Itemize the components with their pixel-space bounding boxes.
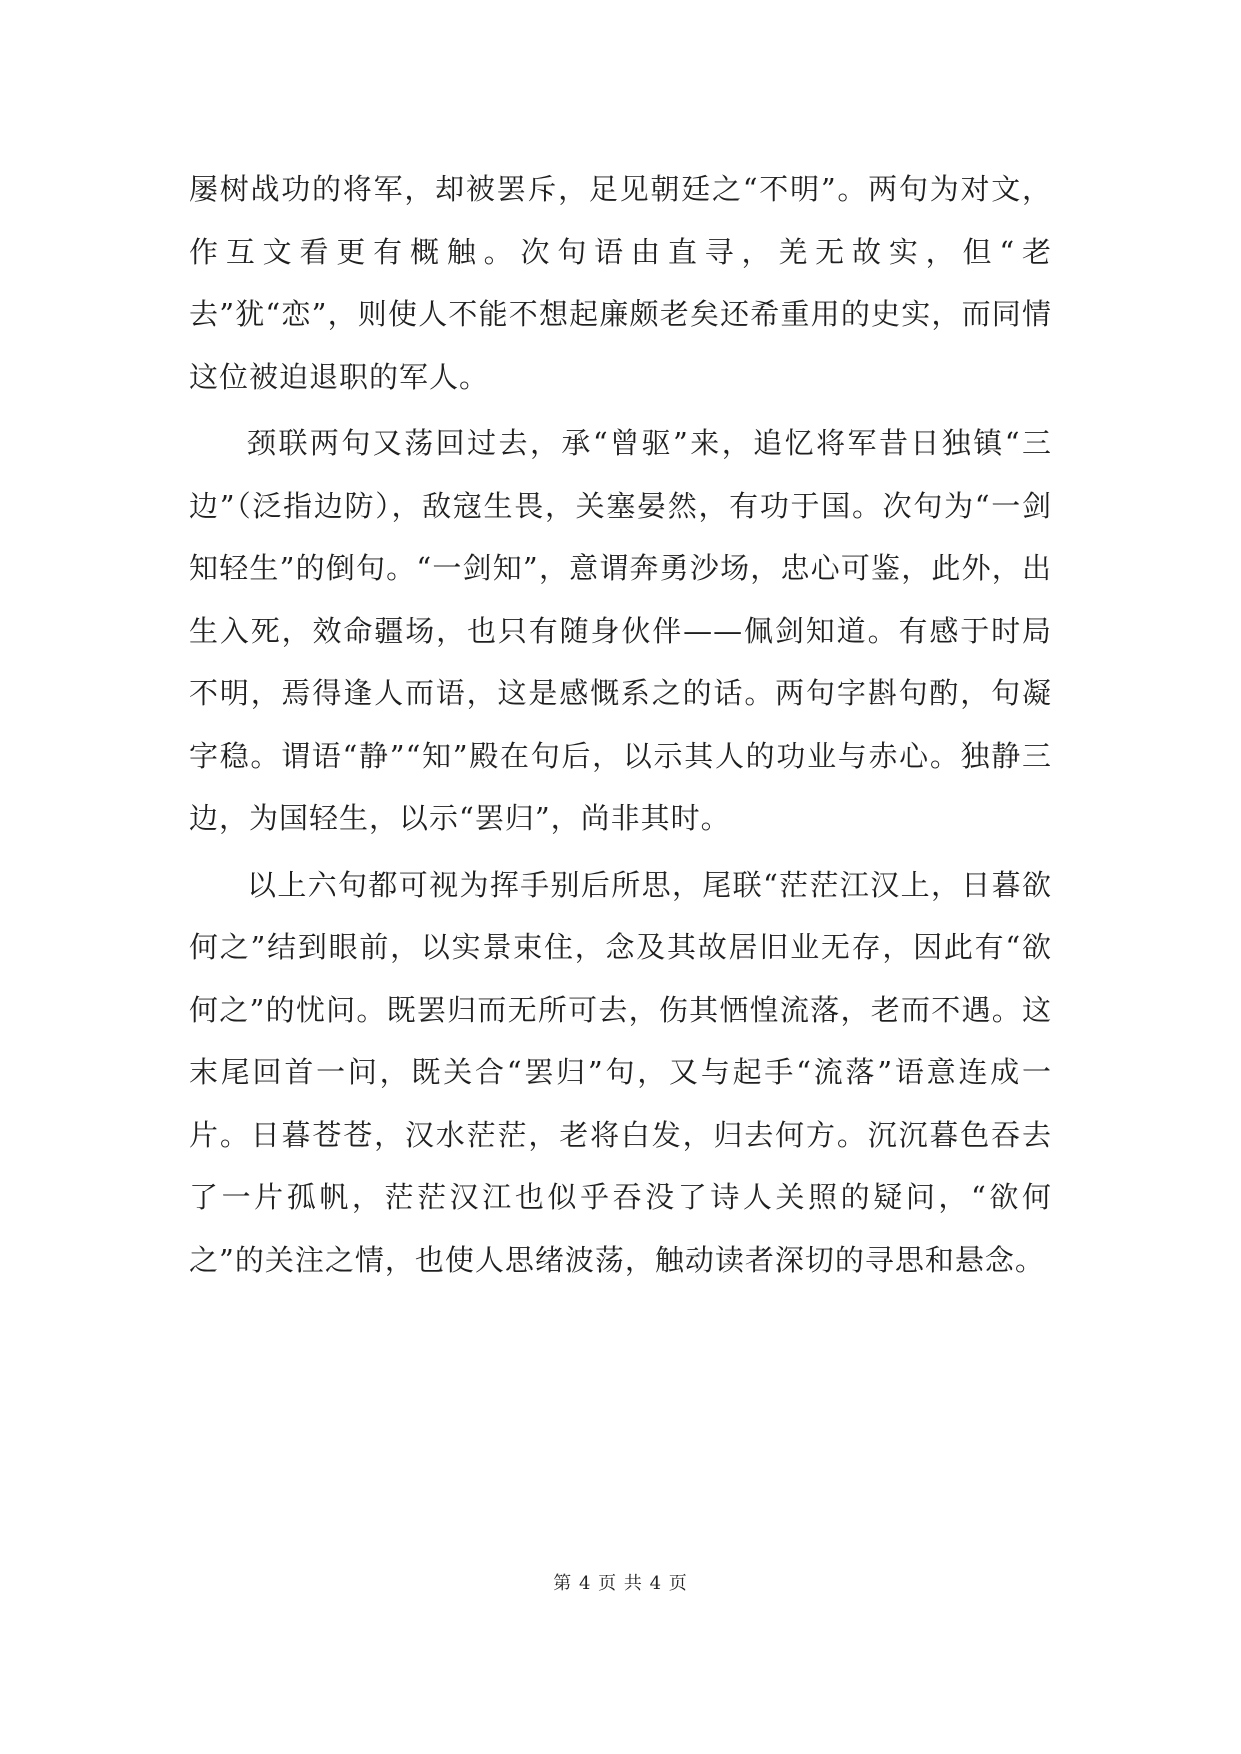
page-footer-number: 第 4 页 共 4 页: [553, 1573, 688, 1594]
paragraph-3: 以上六句都可视为挥手别后所思，尾联“茫茫江汉上，日暮欲何之”结到眼前，以实景束住，念及其故居旧业无存，因此有“欲何之”的忧问。既罢归而无所可去，伤其恓惶流落，老而不遇。这末尾回首一问，既关合“罢归”句，又与起手“流落”语意连成一片。日暮苍苍，汉水茫茫，老将白发，归去何方。沉沉暮色吞去了一片孤帆，茫茫汉江也似乎吞没了诗人关照的疑问，“欲何之”的关注之情，也使人思绪波荡，触动读者深切的寻思和悬念。: [189, 867, 1052, 1277]
paragraph-2: 颈联两句又荡回过去，承“曾驱”来，追忆将军昔日独镇“三边”（泛指边防），敌寇生畏，关塞晏然，有功于国。次句为“一剑知轻生”的倒句。“一剑知”，意谓奔勇沙场，忠心可鉴，此外，出生入死，效命疆场，也只有随身伙伴——佩剑知道。有感于时局不明，焉得逢人而语，这是感慨系之的话。两句字斟句酌，句凝字稳。谓语“静”“知”殿在句后，以示其人的功业与赤心。独静三边，为国轻生，以示“罢归”，尚非其时。: [189, 426, 1052, 835]
document-body: [189, 158, 1052, 1291]
paragraph-1: 屡树战功的将军，却被罢斥，足见朝廷之“不明”。两句为对文，作互文看更有概触。次句语由直寻，羌无故实，但“老去”犹“恋”，则使人不能不想起廉颇老矣还希重用的史实，而同情这位被迫退职的军人。: [189, 172, 1052, 394]
